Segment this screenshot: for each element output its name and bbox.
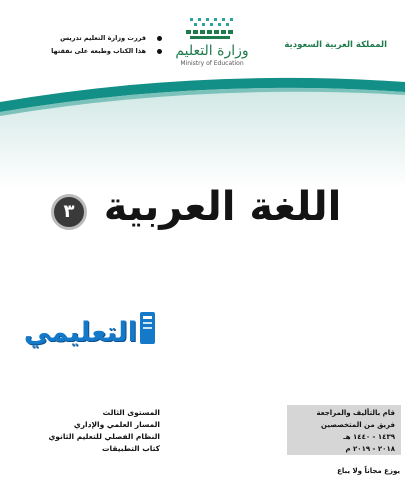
- decorative-wave-band: [0, 68, 405, 188]
- notice-line: [34, 32, 154, 45]
- notice-text: هذا الكتاب وطبعه على نفقتها: [51, 47, 146, 55]
- credit-line: ١٤٣٩ - ١٤٤٠ هـ: [343, 433, 395, 441]
- ministry-name-english: Ministry of Education: [180, 60, 244, 67]
- kingdom-label: المملكة العربية السعودية: [284, 40, 387, 50]
- course-detail-line: المسار العلمي والإداري: [73, 420, 160, 429]
- bullet-icon: [157, 49, 162, 54]
- course-detail-line: كتاب التطبيقات: [101, 444, 160, 453]
- ministry-logo-icon: [184, 16, 240, 42]
- site-logo-text: التعليمي: [23, 317, 137, 348]
- bullet-icon: [157, 36, 162, 41]
- authorship-credits: [287, 405, 401, 455]
- credit-line: قام بالتأليف والمراجعة: [316, 409, 395, 417]
- grade-badge: ٣: [51, 194, 87, 230]
- book-title: اللغة العربية: [103, 184, 342, 230]
- ministry-name-arabic: وزارة التعليم: [175, 43, 249, 59]
- credit-line: فريق من المتخصصين: [321, 421, 395, 429]
- free-distribution-note: يوزع مجاناً ولا يباع: [337, 467, 400, 475]
- course-detail-line: المستوى الثالث: [102, 408, 160, 417]
- ministry-logo: [172, 14, 252, 74]
- course-detail-line: النظام الفصلي للتعليم الثانوي: [48, 432, 160, 441]
- credit-line: ٢٠١٨ - ٢٠١٩ م: [345, 445, 395, 453]
- notice-line: [34, 45, 154, 58]
- ministry-notice: [34, 32, 154, 58]
- book-icon: [139, 308, 157, 348]
- site-logo: [17, 302, 157, 358]
- notice-text: قررت وزارة التعليم تدريس: [60, 34, 146, 42]
- course-details: [40, 407, 160, 455]
